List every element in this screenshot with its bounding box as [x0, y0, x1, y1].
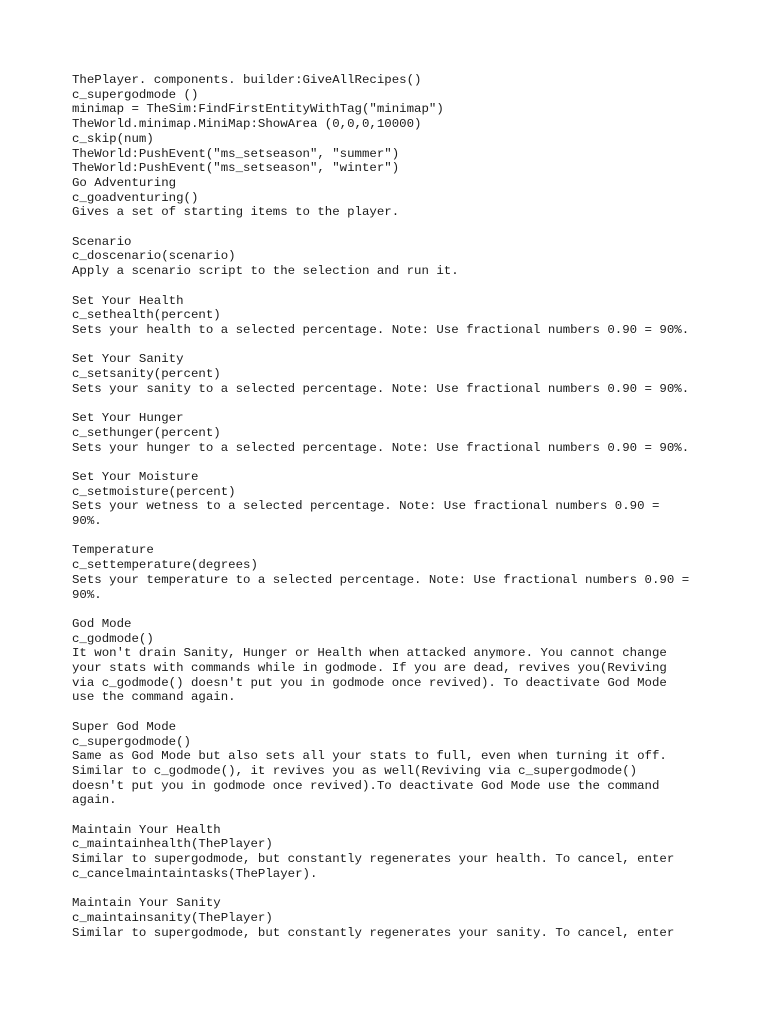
section-desc-line: Apply a scenario script to the selection and run it. — [72, 264, 459, 279]
spacer — [72, 279, 712, 294]
section-set-moisture — [72, 470, 712, 529]
section-command: c_setsanity(percent) — [72, 367, 221, 382]
section-desc-line: use the command again. — [72, 690, 236, 705]
spacer — [72, 529, 712, 544]
intro-line: Gives a set of starting items to the player. — [72, 205, 400, 220]
document-page — [72, 73, 712, 940]
section-desc-line: 90%. — [72, 587, 102, 602]
section-command: c_settemperature(degrees) — [72, 558, 258, 573]
spacer — [72, 705, 712, 720]
spacer — [72, 220, 712, 235]
section-god-mode — [72, 617, 712, 705]
section-command: c_sethealth(percent) — [72, 308, 221, 323]
section-title: Scenario — [72, 234, 132, 249]
section-desc-line: Same as God Mode but also sets all your stats to full, even when turning it off. — [72, 749, 667, 764]
section-title: Maintain Your Sanity — [72, 896, 221, 911]
section-set-health — [72, 294, 712, 338]
section-command: c_godmode() — [72, 631, 154, 646]
section-maintain-health — [72, 823, 712, 882]
section-desc-line: Similar to supergodmode, but constantly regenerates your health. To cancel, enter — [72, 852, 675, 867]
spacer — [72, 882, 712, 897]
section-desc-line: via c_godmode() doesn't put you in godmode once revived). To deactivate God Mode — [72, 675, 667, 690]
spacer — [72, 808, 712, 823]
section-title: Set Your Health — [72, 293, 184, 308]
section-desc-line: your stats with commands while in godmode. If you are dead, revives you(Reviving — [72, 661, 667, 676]
section-desc-line: 90%. — [72, 514, 102, 529]
section-desc-line: again. — [72, 793, 117, 808]
section-desc-line: Sets your health to a selected percentage. Note: Use fractional numbers 0.90 = 90%. — [72, 322, 690, 337]
section-desc-line: Similar to c_godmode(), it revives you as well(Reviving via c_supergodmode() — [72, 763, 638, 778]
spacer — [72, 338, 712, 353]
intro-line: TheWorld:PushEvent("ms_setseason", "winter") — [72, 161, 400, 176]
intro-line: TheWorld:PushEvent("ms_setseason", "summer") — [72, 146, 400, 161]
section-command: c_doscenario(scenario) — [72, 249, 236, 264]
intro-line: c_skip(num) — [72, 131, 154, 146]
intro-block — [72, 73, 712, 220]
section-title: Super God Mode — [72, 719, 177, 734]
section-desc-line: Sets your sanity to a selected percentage. Note: Use fractional numbers 0.90 = 90%. — [72, 381, 690, 396]
intro-line: minimap = TheSim:FindFirstEntityWithTag("minimap") — [72, 102, 444, 117]
section-command: c_maintainsanity(ThePlayer) — [72, 910, 273, 925]
section-desc-line: Sets your hunger to a selected percentage. Note: Use fractional numbers 0.90 = 90%. — [72, 440, 690, 455]
section-desc-line: Similar to supergodmode, but constantly regenerates your sanity. To cancel, enter — [72, 925, 675, 940]
section-command: c_setmoisture(percent) — [72, 484, 236, 499]
intro-line: c_supergodmode () — [72, 87, 199, 102]
section-desc-line: doesn't put you in godmode once revived).To deactivate God Mode use the command — [72, 778, 660, 793]
section-title: Temperature — [72, 543, 154, 558]
spacer — [72, 602, 712, 617]
spacer — [72, 396, 712, 411]
intro-line: c_goadventuring() — [72, 190, 199, 205]
spacer — [72, 455, 712, 470]
section-maintain-sanity — [72, 896, 712, 940]
section-command: c_sethunger(percent) — [72, 425, 221, 440]
section-set-sanity — [72, 352, 712, 396]
section-desc-line: c_cancelmaintaintasks(ThePlayer). — [72, 866, 318, 881]
intro-line: TheWorld.minimap.MiniMap:ShowArea (0,0,0,10000) — [72, 117, 422, 132]
section-temperature — [72, 543, 712, 602]
section-desc-line: Sets your wetness to a selected percentage. Note: Use fractional numbers 0.90 = — [72, 499, 660, 514]
section-super-god-mode — [72, 720, 712, 808]
section-desc-line: It won't drain Sanity, Hunger or Health when attacked anymore. You cannot change — [72, 646, 667, 661]
section-set-hunger — [72, 411, 712, 455]
intro-line: ThePlayer. components. builder:GiveAllRecipes() — [72, 73, 422, 87]
section-desc-line: Sets your temperature to a selected percentage. Note: Use fractional numbers 0.90 = — [72, 572, 690, 587]
section-title: Maintain Your Health — [72, 822, 221, 837]
section-title: Set Your Moisture — [72, 469, 199, 484]
section-scenario — [72, 235, 712, 279]
section-title: Set Your Hunger — [72, 411, 184, 426]
section-command: c_maintainhealth(ThePlayer) — [72, 837, 273, 852]
intro-line: Go Adventuring — [72, 175, 177, 190]
section-title: God Mode — [72, 616, 132, 631]
section-title: Set Your Sanity — [72, 352, 184, 367]
section-command: c_supergodmode() — [72, 734, 191, 749]
